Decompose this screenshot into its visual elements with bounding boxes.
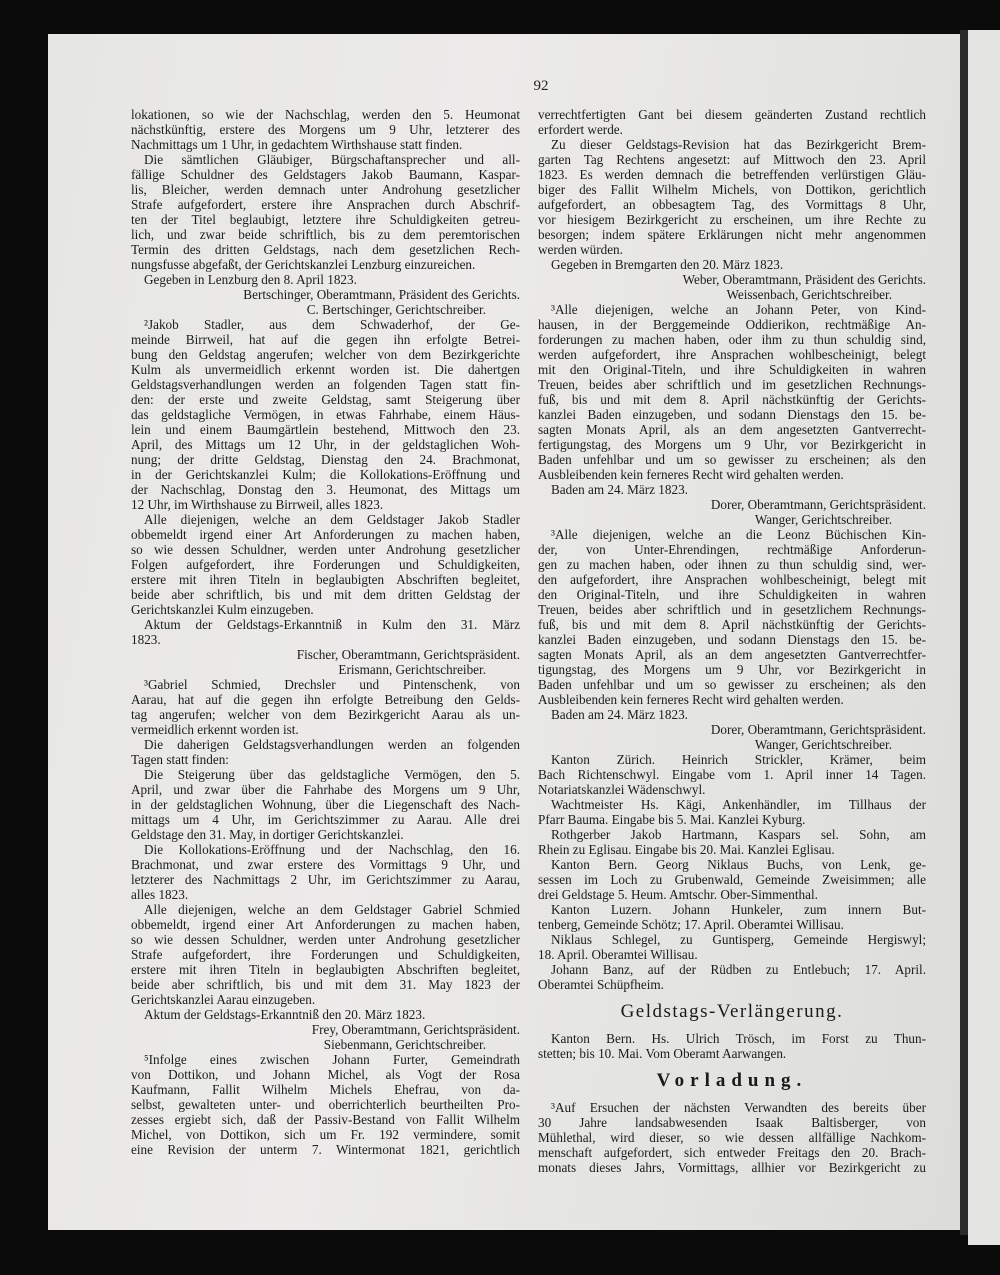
text-line: sagten Monats April, als an dem angesetzten Gantverrecht- (538, 422, 926, 437)
paragraph (131, 1007, 520, 1022)
text-line: lis, Bleicher, werden demnach unter Androhung gesetzlicher (131, 182, 520, 197)
paragraph (538, 962, 926, 992)
paragraph (538, 827, 926, 857)
text-line: werden aufgefordert, ihre Ansprachen wohlbescheinigt, belegt (538, 347, 926, 362)
text-line: erfordert werde. (538, 122, 623, 137)
text-line: Fischer, Oberamtmann, Gerichtspräsident. (296, 647, 520, 662)
page-gutter (960, 30, 968, 1235)
text-line: Ausbleibenden kein ferneres Recht wird gehalten werden. (538, 467, 844, 482)
text-line: ³Alle diejenigen, welche an die Leonz Büchischen Kin- (551, 527, 926, 542)
text-line: ³Alle diejenigen, welche an Johann Peter, von Kind- (551, 302, 926, 317)
text-line: nung; der dritte Geldstag, Dienstag den 24. Brachmonat, (131, 452, 520, 467)
paragraph (131, 617, 520, 647)
text-line: Mühlethal, wird dieser, so wie dessen allfällige Nachkom- (538, 1130, 926, 1145)
text-line: menschaft aufgefordert, sich entweder Freitags den 20. Brach- (538, 1145, 926, 1160)
text-line: der Nachschlag, Donstag den 3. Heumonat, des Mittags um (131, 482, 520, 497)
text-line: Gerichtskanzlei Aarau einzugeben. (131, 992, 316, 1007)
text-line: C. Bertschinger, Gerichtschreiber. (306, 302, 486, 317)
text-line: 12 Uhr, im Wirthshause zu Birrweil, alles 1823. (131, 497, 384, 512)
text-line: drei Geldstage 5. Heum. Amtschr. Ober-Simmenthal. (538, 887, 818, 902)
text-line: bung den Geldstag angerufen; welcher von dem Bezirkgerichte (131, 347, 520, 362)
text-line: Rhein zu Eglisau. Eingabe bis 20. Mai. Kanzlei Eglisau. (538, 842, 835, 857)
text-line: Alle diejenigen, welche an dem Geldstager Jakob Stadler (144, 512, 520, 527)
text-line: vermeidlich erkennt worden ist. (131, 722, 299, 737)
paragraph (131, 107, 520, 152)
text-line: mit den Original-Titeln, und ihre Schuldigkeiten in wahren (538, 362, 926, 377)
text-line: Baden unfehlbar und um so gewisser zu erscheinen; als den (538, 452, 926, 467)
text-line: den aufgefordert, ihre Ansprachen wohlbescheinigt, belegt mit (538, 572, 926, 587)
text-line: tenberg, Gemeinde Schötz; 17. April. Oberamtei Willisau. (538, 917, 844, 932)
text-line: Nachmittags um 1 Uhr, in gedachtem Wirthshause statt finden. (131, 137, 463, 152)
text-line: Aarau, hat auf die gegen ihn erfolgte Betreibung den Gelds- (131, 692, 520, 707)
text-line: Weissenbach, Gerichtschreiber. (726, 287, 892, 302)
signature-block (131, 287, 520, 317)
section-heading: Vorladung. (656, 1070, 808, 1091)
paragraph (538, 302, 926, 482)
text-line: Pfarr Bauma. Eingabe bis 5. Mai. Kanzlei Kyburg. (538, 812, 806, 827)
text-line: letzterer des Nachmittags 2 Uhr, im Gerichtszimmer zu Aarau, (131, 872, 520, 887)
paragraph (131, 512, 520, 617)
text-line: Treuen, beides aber schriftlich und im gesetzlichen Rechnungs- (538, 377, 926, 392)
text-line: vor hiesigem Bezirkgericht zu erscheinen, um ihre Rechte zu (538, 212, 926, 227)
text-line: April, und zwar über die Fahrhabe des Morgens um 9 Uhr, (131, 782, 520, 797)
signature-block (538, 272, 926, 302)
text-line: selbst, gewalteten unter- und oberrichterlich beurtheilten Pro- (131, 1097, 520, 1112)
text-line: monats dieses Jahrs, Vormittags, allhier vor Bezirkgericht zu (538, 1160, 926, 1175)
paragraph (538, 857, 926, 902)
text-line: Baden am 24. März 1823. (551, 707, 688, 722)
text-line: Siebenmann, Gerichtschreiber. (323, 1037, 486, 1052)
paragraph (131, 272, 520, 287)
text-line: Gerichtskanzlei Kulm einzugeben. (131, 602, 314, 617)
paragraph (538, 137, 926, 257)
paragraph (131, 317, 520, 512)
signature-block (538, 497, 926, 527)
text-line: Alle diejenigen, welche an dem Geldstager Gabriel Schmied (144, 902, 520, 917)
text-line: Weber, Oberamtmann, Präsident des Gerichts. (682, 272, 926, 287)
text-line: Die daherigen Geldstagsverhandlungen werden an folgenden (144, 737, 520, 752)
text-line: gen zu machen haben, oder ihnen zu thun schuldig sind, wer- (538, 557, 926, 572)
text-line: verrechtfertigten Gant bei diesem geänderten Zustand rechtlich (538, 107, 926, 122)
text-line: zesses ergiebt sich, daß der Passiv-Bestand von Fallit Wilhelm (131, 1112, 520, 1127)
text-line: lich, und zwar beide schriftlich, bis zu dem peremtorischen (131, 227, 520, 242)
text-line: Kanton Bern. Hs. Ulrich Trösch, im Forst zu Thun- (551, 1031, 926, 1046)
text-line: Wachtmeister Hs. Kägi, Ankenhändler, im Tillhaus der (551, 797, 926, 812)
paragraph (538, 257, 926, 272)
text-line: erstere mit ihren Titeln in beglaubigten Abschriften begleitet, (131, 572, 520, 587)
text-line: werden würden. (538, 242, 623, 257)
text-line: den Original-Titeln, und ihre Schuldigkeiten in wahren (538, 587, 926, 602)
paragraph (538, 932, 926, 962)
text-line: Kaufmann, Fallit Wilhelm Michels Ehefrau, von da- (131, 1082, 520, 1097)
text-line: Aktum der Geldstags-Erkanntniß den 20. März 1823. (144, 1007, 426, 1022)
paragraph (538, 707, 926, 722)
text-line: Brachmonat, und zwar erstere des Vormittags 9 Uhr, und (131, 857, 520, 872)
text-line: Geldstage den 31. May, in dortiger Gerichtskanzlei. (131, 827, 404, 842)
text-line: aufgefordert, an obbesagtem Tag, des Vormittags 8 Uhr, (538, 197, 926, 212)
text-line: fuß, bis und mit dem 8. April nächstkünftig der Gerichts- (538, 392, 926, 407)
text-line: garten Tag Rechtens angesetzt: auf Mittwoch den 23. April (538, 152, 926, 167)
paragraph (131, 152, 520, 272)
text-line: eine Revision der unterm 7. Wintermonat 1821, gerichtlich (131, 1142, 520, 1157)
text-line: hausen, in der Berggemeinde Oddierikon, rechtmäßige An- (538, 317, 926, 332)
text-line: der, von Unter-Ehrendingen, rechtmäßige Anforderun- (538, 542, 926, 557)
text-line: von Dottikon, und Johann Michel, als Vogt der Rosa (131, 1067, 520, 1082)
text-line: Aktum der Geldstags-Erkanntniß in Kulm den 31. März (144, 617, 520, 632)
paragraph (538, 527, 926, 707)
text-line: erstere mit ihren Titeln in beglaubigten Abschriften begleitet, (131, 962, 520, 977)
text-line: fertigungstag, des Morgens um 9 Uhr, vor Bezirkgericht in (538, 437, 926, 452)
text-line: nächstkünftig, erstere des Morgens um 9 Uhr, letzterer des (131, 122, 520, 137)
text-line: Geldstagsverhandlungen werden an folgenden Tagen statt fin- (131, 377, 520, 392)
paragraph (131, 737, 520, 767)
text-line: 1823. (131, 632, 161, 647)
text-line: Johann Banz, auf der Rüdben zu Entlebuch; 17. April. (551, 962, 926, 977)
text-line: Wanger, Gerichtschreiber. (754, 737, 892, 752)
text-line: 18. April. Oberamtei Willisau. (538, 947, 698, 962)
text-line: obbemeldt irgend einer Art Anforderungen zu machen haben, (131, 527, 520, 542)
text-line: nungsfusse abgefaßt, der Gerichtskanzlei Lenzburg einzureichen. (131, 257, 476, 272)
text-line: Rothgerber Jakob Hartmann, Kaspars sel. Sohn, am (551, 827, 926, 842)
text-line: Kanton Luzern. Johann Hunkeler, zum innern But- (551, 902, 926, 917)
paragraph (538, 107, 926, 137)
paragraph (538, 902, 926, 932)
paragraph (538, 482, 926, 497)
text-line: Baden unfehlbar und um so gewisser zu erscheinen; als den (538, 677, 926, 692)
text-line: ³Gabriel Schmied, Drechsler und Pintenschenk, von (144, 677, 520, 692)
text-line: alles 1823. (131, 887, 189, 902)
text-line: 1823. Es werden demnach die betreffenden verlürstigen Gläu- (538, 167, 926, 182)
text-line: Frey, Oberamtmann, Gerichtspräsident. (311, 1022, 520, 1037)
adjacent-page-edge (968, 30, 1000, 1245)
text-line: Strafe aufgefordert, erstere ihre Ansprachen durch Abschrif- (131, 197, 520, 212)
text-line: Dorer, Oberamtmann, Gerichtspräsident. (710, 722, 926, 737)
text-line: Die sämtlichen Gläubiger, Bürgschaftansprecher und all- (144, 152, 520, 167)
text-line: Notariatskanzlei Wädenschwyl. (538, 782, 706, 797)
right-column (538, 107, 926, 1175)
text-line: Die Kollokations-Eröffnung und der Nachschlag, den 16. (144, 842, 520, 857)
text-line: Dorer, Oberamtmann, Gerichtspräsident. (710, 497, 926, 512)
text-line: forderungen zu machen haben, oder ihm zu thun schuldig sind, (538, 332, 926, 347)
paragraph (131, 767, 520, 842)
section-heading: Geldstags-Verlängerung. (620, 1001, 844, 1022)
text-line: Bach Richtenschwyl. Eingabe vom 1. April inner 14 Tagen. (538, 767, 926, 782)
text-line: lokationen, so wie der Nachschlag, werden den 5. Heumonat (131, 107, 520, 122)
text-line: biger des Fallit Wilhelm Michels, von Dottikon, gerichtlich (538, 182, 926, 197)
paragraph (131, 902, 520, 1007)
paragraph (538, 752, 926, 797)
text-line: Gegeben in Lenzburg den 8. April 1823. (144, 272, 357, 287)
text-line: besorgen; indem spätere Erklärungen nicht mehr angenommen (538, 227, 926, 242)
text-line: ⁵Infolge eines zwischen Johann Furter, Gemeindrath (144, 1052, 520, 1067)
paragraph (131, 1052, 520, 1157)
text-line: Folgen aufgefordert, ihre Forderungen und Schuldigkeiten, (131, 557, 520, 572)
text-line: kanzlei Baden einzugeben, und sodann Dienstags den 15. be- (538, 407, 926, 422)
text-line: Zu dieser Geldstags-Revision hat das Bezirkgericht Brem- (551, 137, 926, 152)
text-line: Wanger, Gerichtschreiber. (754, 512, 892, 527)
signature-block (131, 647, 520, 677)
text-line: beide aber schriftlich, bis und mit dem 31. May 1823 der (131, 977, 520, 992)
text-line: 30 Jahre landsabwesenden Isaak Baltisberger, von (538, 1115, 926, 1130)
text-line: in der Gerichtskanzlei Kulm; die Kollokations-Eröffnung und (131, 467, 520, 482)
text-line: sessen im Loch zu Grubenwald, Gemeinde Zweisimmen; alle (538, 872, 926, 887)
text-line: beide aber schriftlich, bis und mit dem dritten Geldstag der (131, 587, 520, 602)
text-line: Treuen, beides aber schriftlich und in gesetzlichem Rechnungs- (538, 602, 926, 617)
text-line: Strafe aufgefordert, ihre Forderungen und Schuldigkeiten, (131, 947, 520, 962)
text-line: obbemeldt, irgend einer Art Anforderungen zu machen haben, (131, 917, 520, 932)
text-line: fällige Schuldner des Geldstagers Jakob Baumann, Kaspar- (131, 167, 520, 182)
text-line: sagten Monats April, als an dem angesetzten Gantverrechtfer- (538, 647, 926, 662)
paragraph (538, 797, 926, 827)
text-line: meinde Birrweil, hat auf die gegen ihn erfolgte Betrei- (131, 332, 520, 347)
paragraph (538, 1031, 926, 1061)
text-line: fuß, bis und mit dem 8. April nächstkünftig der Gerichts- (538, 617, 926, 632)
text-line: ³Auf Ersuchen der nächsten Verwandten des bereits über (551, 1100, 926, 1115)
text-line: mittags um 4 Uhr, im Gerichtszimmer zu Aarau. Alle drei (131, 812, 520, 827)
text-line: ten der Titel beglaubigt, letztere ihre Schuldigkeiten getreu- (131, 212, 520, 227)
text-line: in der geldstaglichen Wohnung, über die Liegenschaft des Nach- (131, 797, 520, 812)
text-line: Kanton Bern. Georg Niklaus Buchs, von Lenk, ge- (551, 857, 926, 872)
text-line: tigungstag, des Morgens um 9 Uhr, vor Bezirkgericht in (538, 662, 926, 677)
text-line: Oberamtei Schüpfheim. (538, 977, 664, 992)
text-line: April, des Mittags um 12 Uhr, in der geldstaglichen Woh- (131, 437, 520, 452)
signature-block (538, 722, 926, 752)
text-line: so wie dessen Schuldner, werden unter Androhung gesetzlicher (131, 542, 520, 557)
paragraph (131, 842, 520, 902)
page-number: 92 (533, 78, 549, 94)
text-line: Michel, von Dottikon, sich um Fr. 192 vermindere, somit (131, 1127, 520, 1142)
text-line: das geldstagliche Vermögen, in etwas Fahrhabe, einem Häus- (131, 407, 520, 422)
text-line: tag angerufen; welcher von dem Bezirkgericht Aarau als un- (131, 707, 520, 722)
text-line: Baden am 24. März 1823. (551, 482, 688, 497)
text-line: stetten; bis 10. Mai. Vom Oberamt Aarwangen. (538, 1046, 787, 1061)
text-line: Ausbleibenden kein ferneres Recht wird gehalten werden. (538, 692, 844, 707)
text-line: Die Steigerung über das geldstagliche Vermögen, den 5. (144, 767, 520, 782)
text-line: lein und einem Baumgärtlein bestehend, Mittwoch den 23. (131, 422, 520, 437)
text-line: Niklaus Schlegel, zu Guntisperg, Gemeinde Hergiswyl; (551, 932, 926, 947)
text-line: Termin des dritten Geldstags, nach dem gesetzlichen Rech- (131, 242, 520, 257)
paragraph (538, 1100, 926, 1175)
text-line: so wie dessen Schuldner, werden unter Androhung gesetzlicher (131, 932, 520, 947)
text-line: Gegeben in Bremgarten den 20. März 1823. (551, 257, 784, 272)
text-line: kanzlei Baden einzugeben, und sodann Dienstags den 15. be- (538, 632, 926, 647)
text-line: ²Jakob Stadler, aus dem Schwaderhof, der Ge- (144, 317, 520, 332)
text-line: Bertschinger, Oberamtmann, Präsident des Gerichts. (243, 287, 520, 302)
text-line: Tagen statt finden: (131, 752, 229, 767)
paragraph (131, 677, 520, 737)
signature-block (131, 1022, 520, 1052)
text-line: Erismann, Gerichtschreiber. (338, 662, 486, 677)
text-line: Kanton Zürich. Heinrich Strickler, Krämer, beim (551, 752, 926, 767)
text-line: den: der erste und zweite Geldstag, samt Steigerung über (131, 392, 520, 407)
text-line: Kulm als unvermeidlich erkennt worden ist. Die dahertgen (131, 362, 520, 377)
left-column (131, 107, 520, 1157)
